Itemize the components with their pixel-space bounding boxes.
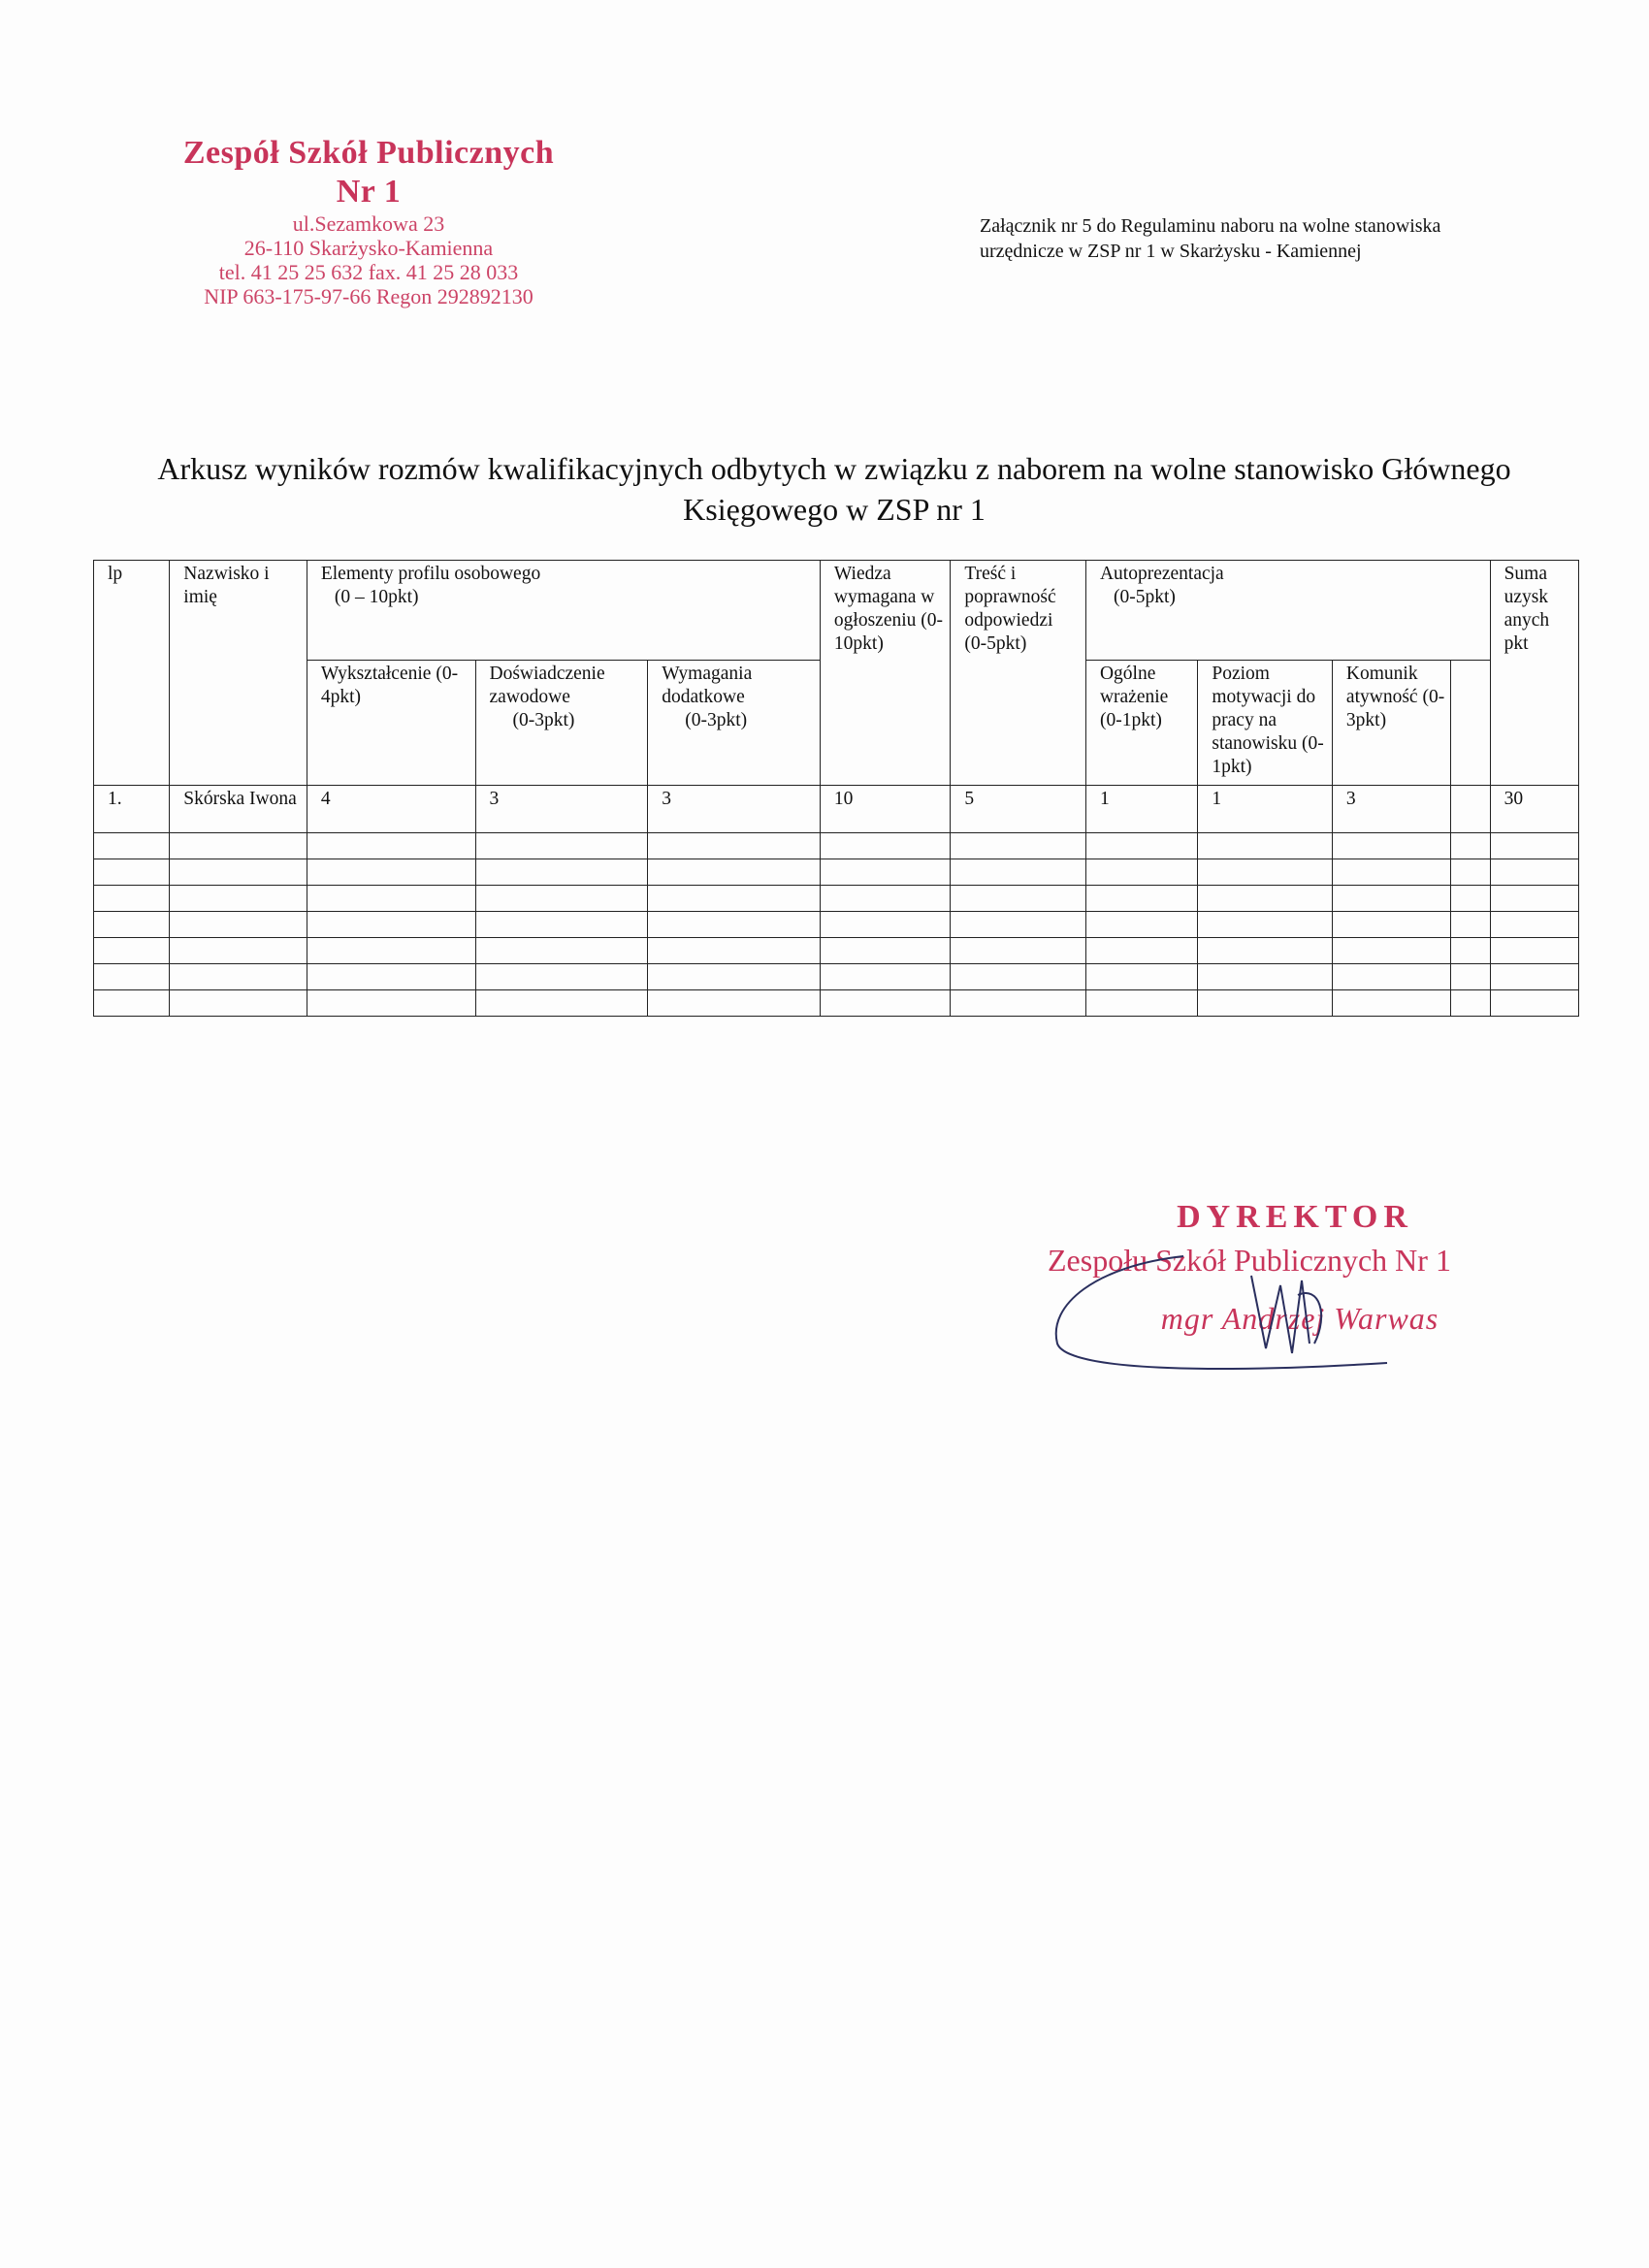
empty-cell: [170, 964, 307, 990]
subheader-communication: Komunik atywność (0-3pkt): [1332, 661, 1450, 786]
empty-cell: [1451, 912, 1490, 938]
empty-cell: [94, 886, 170, 912]
empty-cell: [1451, 990, 1490, 1017]
empty-cell: [1085, 886, 1197, 912]
document-title: [155, 448, 1513, 530]
empty-cell: [1490, 886, 1578, 912]
table-row: [94, 886, 1579, 912]
stamp-phone: tel. 41 25 25 632 fax. 41 25 28 033: [218, 260, 519, 284]
cell-sum: 30: [1490, 786, 1578, 833]
empty-rows: [94, 833, 1579, 1017]
director-title: DYREKTOR: [1177, 1199, 1413, 1235]
header-knowledge: Wiedza wymagana w ogłoszeniu (0-10pkt): [820, 561, 951, 786]
table-row: [94, 833, 1579, 859]
empty-cell: [1490, 990, 1578, 1017]
empty-cell: [94, 964, 170, 990]
cell-knowledge: 10: [820, 786, 951, 833]
empty-cell: [820, 938, 951, 964]
stamp-school-name: Zespół Szkół Publicznych Nr 1: [182, 135, 555, 210]
title-line-1: Arkusz wyników rozmów kwalifikacyjnych odbytych w związku z naborem na wolne stanowisko Głównego: [157, 451, 1511, 486]
subheader-additional: [648, 661, 821, 786]
subheader-experience-range: (0-3pkt): [512, 710, 575, 730]
empty-cell: [648, 886, 821, 912]
director-name: mgr Andrzej Warwas: [1160, 1301, 1439, 1336]
empty-cell: [170, 859, 307, 886]
empty-cell: [1085, 938, 1197, 964]
empty-cell: [648, 833, 821, 859]
empty-cell: [1332, 886, 1450, 912]
subheader-motivation: Poziom motywacji do pracy na stanowisku (0-1pkt): [1198, 661, 1333, 786]
header-selfpresentation: [1085, 561, 1490, 661]
director-signature-stamp: [1048, 1198, 1504, 1338]
empty-cell: [648, 964, 821, 990]
empty-cell: [820, 833, 951, 859]
empty-cell: [1085, 833, 1197, 859]
header-selfpres-label: Autoprezentacja: [1099, 564, 1224, 584]
header-profile-label: Elementy profilu osobowego: [320, 564, 541, 584]
empty-cell: [1332, 912, 1450, 938]
subheader-experience-label: Doświadczenie zawodowe: [489, 664, 605, 707]
empty-cell: [820, 859, 951, 886]
empty-cell: [648, 912, 821, 938]
empty-cell: [94, 938, 170, 964]
empty-cell: [307, 990, 475, 1017]
empty-cell: [820, 912, 951, 938]
empty-cell: [475, 990, 648, 1017]
school-stamp: [165, 134, 572, 308]
subheader-experience: [475, 661, 648, 786]
empty-cell: [951, 938, 1086, 964]
empty-cell: [1451, 859, 1490, 886]
attachment-line-2: urzędnicze w ZSP nr 1 w Skarżysku - Kamiennej: [980, 241, 1362, 262]
empty-cell: [648, 938, 821, 964]
empty-cell: [951, 990, 1086, 1017]
empty-cell: [1198, 833, 1333, 859]
empty-cell: [951, 912, 1086, 938]
empty-cell: [94, 912, 170, 938]
empty-cell: [170, 990, 307, 1017]
empty-cell: [1451, 886, 1490, 912]
cell-extra: [1451, 786, 1490, 833]
empty-cell: [1451, 938, 1490, 964]
stamp-street: ul.Sezamkowa 23: [292, 211, 445, 236]
handwritten-signature-icon: [1038, 1227, 1445, 1382]
empty-cell: [820, 886, 951, 912]
subheader-additional-label: Wymagania dodatkowe: [662, 664, 753, 707]
cell-name: Skórska Iwona: [170, 786, 307, 833]
empty-cell: [94, 833, 170, 859]
table-row: [94, 786, 1579, 833]
subheader-additional-range: (0-3pkt): [685, 710, 748, 730]
header-profile: [307, 561, 820, 661]
cell-lp: 1.: [94, 786, 170, 833]
empty-cell: [820, 990, 951, 1017]
empty-cell: [475, 886, 648, 912]
cell-motivation: 1: [1198, 786, 1333, 833]
subheader-impression: Ogólne wrażenie (0-1pkt): [1085, 661, 1197, 786]
empty-cell: [170, 912, 307, 938]
table-row: [94, 990, 1579, 1017]
empty-cell: [1085, 859, 1197, 886]
cell-communication: 3: [1332, 786, 1450, 833]
empty-cell: [307, 859, 475, 886]
stamp-ids: NIP 663-175-97-66 Regon 292892130: [204, 284, 534, 308]
empty-cell: [951, 886, 1086, 912]
empty-cell: [307, 833, 475, 859]
empty-cell: [820, 964, 951, 990]
empty-cell: [648, 859, 821, 886]
empty-cell: [1198, 964, 1333, 990]
empty-cell: [1451, 964, 1490, 990]
empty-cell: [951, 964, 1086, 990]
empty-cell: [1332, 964, 1450, 990]
empty-cell: [475, 938, 648, 964]
table-row: [94, 938, 1579, 964]
title-line-2: Księgowego w ZSP nr 1: [683, 492, 986, 527]
subheader-blank: [1451, 661, 1490, 786]
empty-cell: [307, 964, 475, 990]
results-table: [93, 560, 1579, 1017]
empty-cell: [1490, 912, 1578, 938]
empty-cell: [94, 990, 170, 1017]
empty-cell: [1198, 938, 1333, 964]
empty-cell: [951, 859, 1086, 886]
header-row: [94, 561, 1579, 661]
table-row: [94, 912, 1579, 938]
empty-cell: [1490, 964, 1578, 990]
empty-cell: [951, 833, 1086, 859]
empty-cell: [1332, 859, 1450, 886]
empty-cell: [170, 938, 307, 964]
empty-cell: [1198, 859, 1333, 886]
empty-cell: [307, 912, 475, 938]
empty-cell: [1198, 990, 1333, 1017]
empty-cell: [94, 859, 170, 886]
header-content: Treść i poprawność odpowiedzi (0-5pkt): [951, 561, 1086, 786]
header-lp: lp: [94, 561, 170, 786]
header-profile-range: (0 – 10pkt): [334, 587, 419, 607]
empty-cell: [475, 833, 648, 859]
cell-experience: 3: [475, 786, 648, 833]
empty-cell: [1490, 938, 1578, 964]
director-school: Zespołu Szkół Publicznych Nr 1: [1048, 1243, 1451, 1278]
empty-cell: [1198, 886, 1333, 912]
empty-cell: [1490, 833, 1578, 859]
empty-cell: [1490, 859, 1578, 886]
cell-content: 5: [951, 786, 1086, 833]
cell-impression: 1: [1085, 786, 1197, 833]
subheader-education: Wykształcenie (0-4pkt): [307, 661, 475, 786]
empty-cell: [307, 886, 475, 912]
empty-cell: [1198, 912, 1333, 938]
empty-cell: [648, 990, 821, 1017]
empty-cell: [475, 859, 648, 886]
stamp-city: 26-110 Skarżysko-Kamienna: [243, 236, 494, 260]
empty-cell: [1085, 912, 1197, 938]
empty-cell: [170, 886, 307, 912]
empty-cell: [1332, 833, 1450, 859]
empty-cell: [1085, 964, 1197, 990]
empty-cell: [475, 912, 648, 938]
attachment-note: [980, 213, 1523, 264]
empty-cell: [1332, 938, 1450, 964]
empty-cell: [1085, 990, 1197, 1017]
empty-cell: [1332, 990, 1450, 1017]
cell-additional: 3: [648, 786, 821, 833]
empty-cell: [307, 938, 475, 964]
header-name: Nazwisko i imię: [170, 561, 307, 786]
header-sum: Suma uzysk anych pkt: [1490, 561, 1578, 786]
header-selfpres-range: (0-5pkt): [1113, 587, 1176, 607]
cell-education: 4: [307, 786, 475, 833]
table-row: [94, 859, 1579, 886]
empty-cell: [170, 833, 307, 859]
empty-cell: [475, 964, 648, 990]
table-row: [94, 964, 1579, 990]
empty-cell: [1451, 833, 1490, 859]
attachment-line-1: Załącznik nr 5 do Regulaminu naboru na wolne stanowiska: [980, 215, 1441, 237]
